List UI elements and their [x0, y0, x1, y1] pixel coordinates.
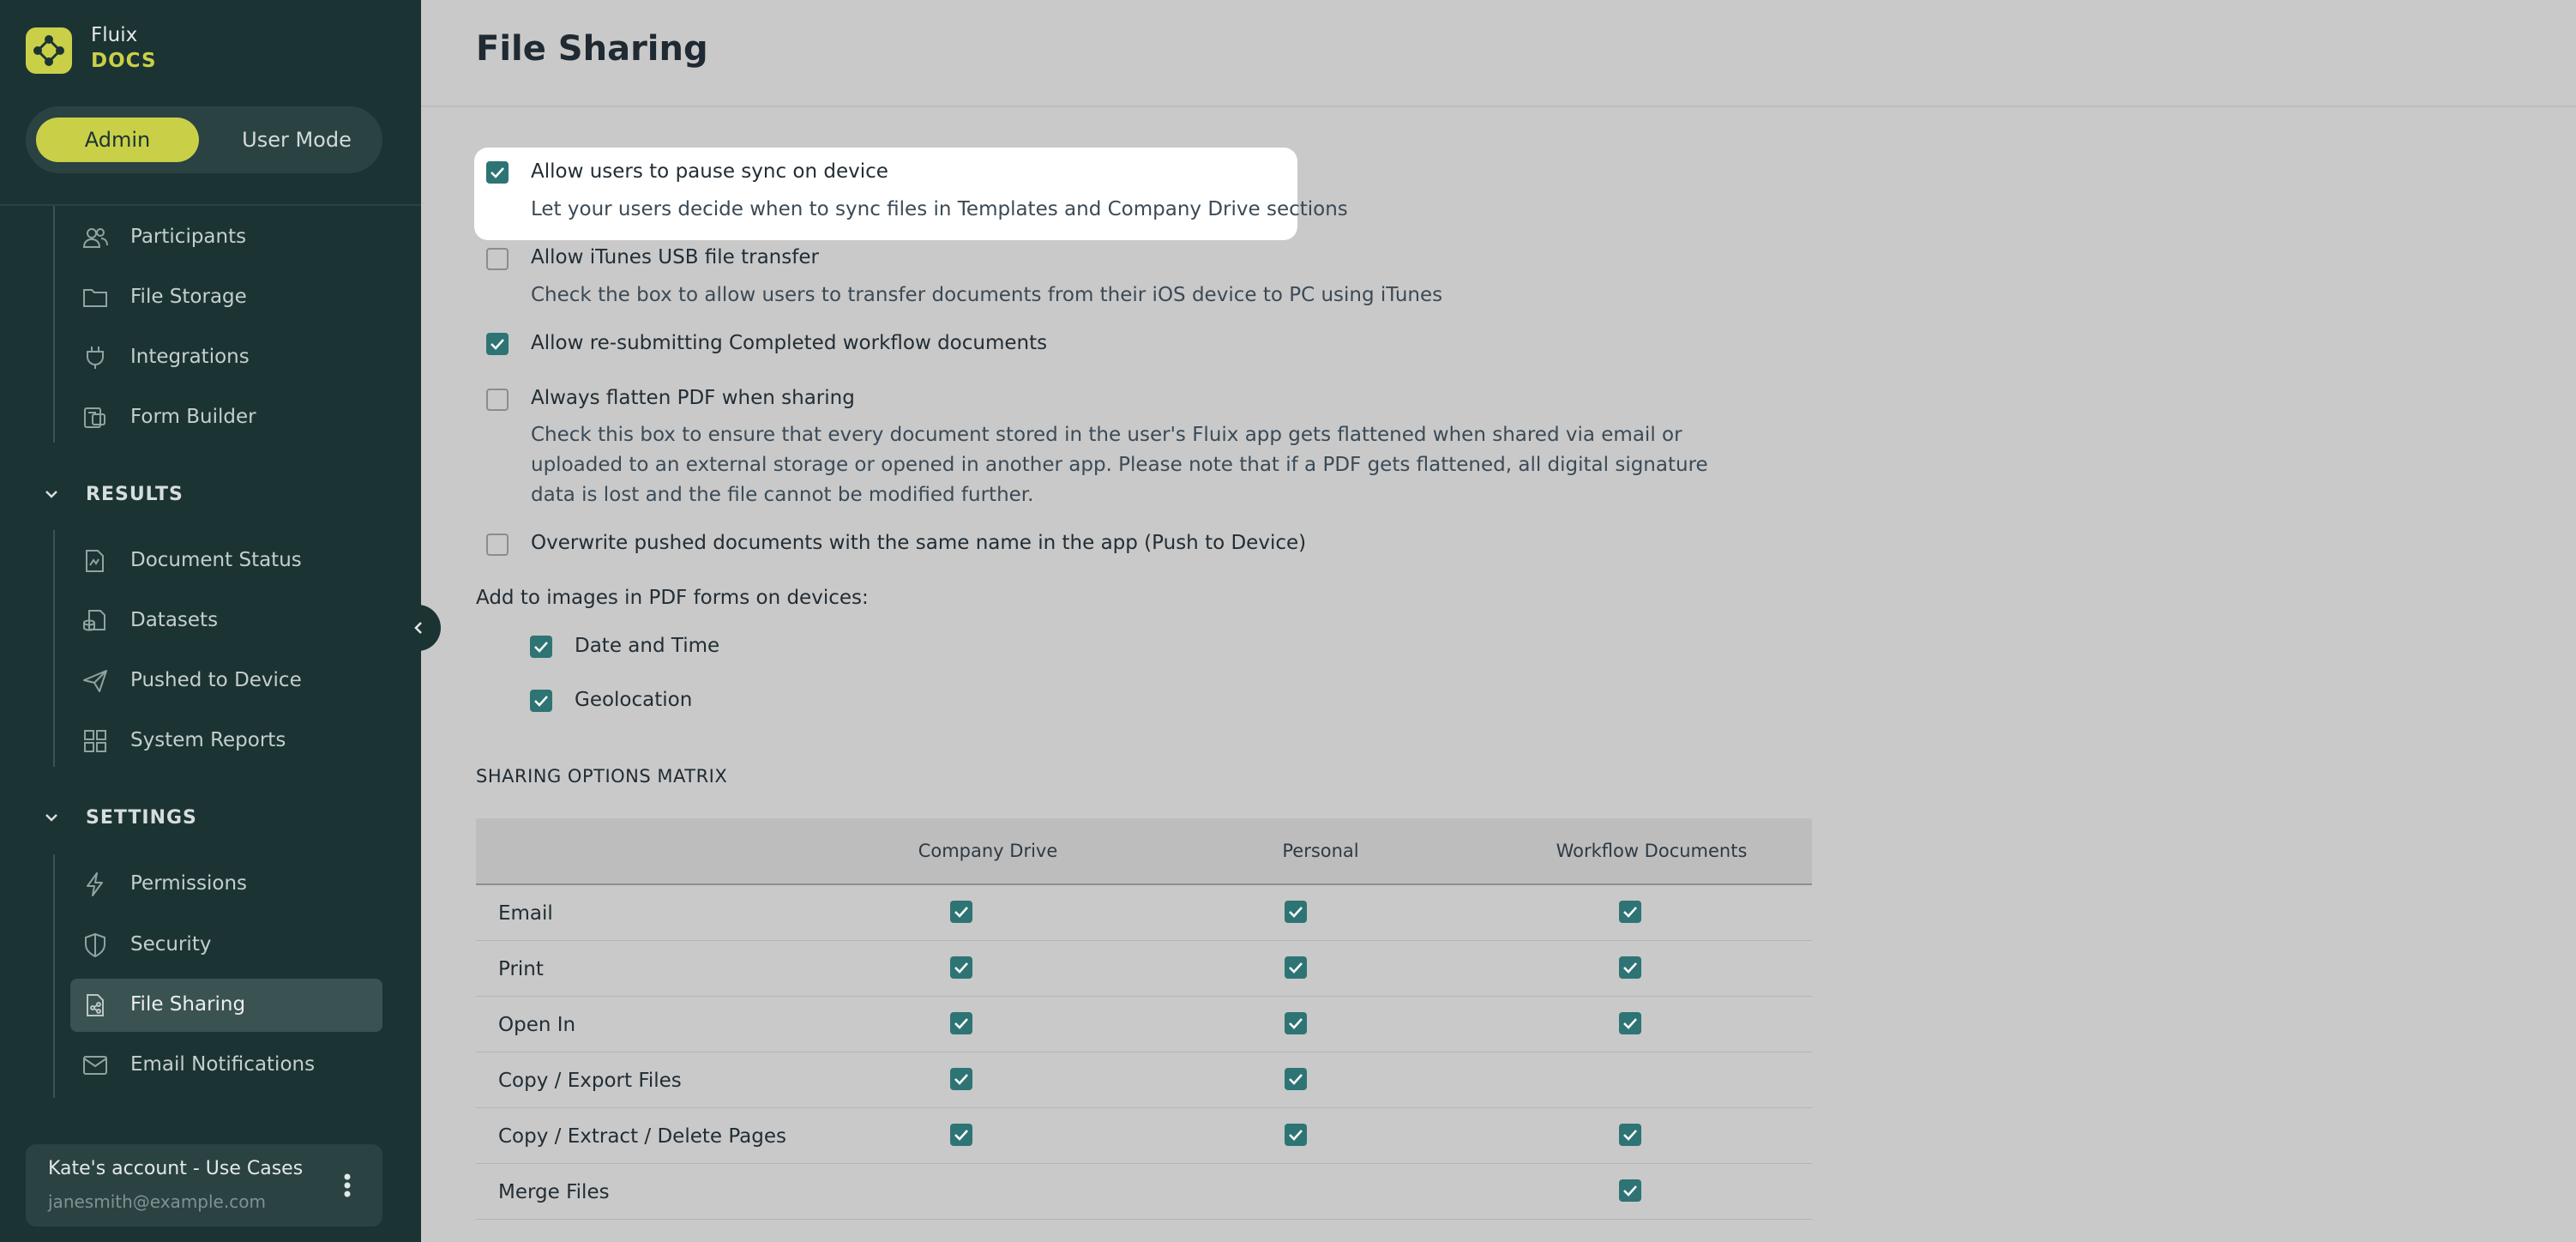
itunes-transfer-label: Allow iTunes USB file transfer — [531, 246, 819, 268]
check-icon — [1288, 1016, 1303, 1030]
matrix-checkbox[interactable] — [1285, 901, 1307, 923]
grid-icon — [82, 729, 108, 753]
check-icon — [1622, 1128, 1638, 1142]
geolocation-label: Geolocation — [575, 689, 693, 711]
row-label: Print — [498, 958, 544, 980]
sidebar-item-integrations[interactable] — [70, 331, 382, 384]
matrix-checkbox[interactable] — [950, 956, 972, 979]
mode-toggle — [26, 106, 382, 173]
geolocation-checkbox[interactable] — [530, 690, 552, 712]
envelope-icon — [82, 1053, 108, 1077]
user-mode-button[interactable]: User Mode — [242, 128, 352, 152]
title-divider — [421, 106, 2576, 107]
chevron-down-icon — [43, 809, 60, 826]
sidebar-item-label: Participants — [130, 226, 247, 248]
sidebar-item-file-storage[interactable] — [70, 271, 382, 324]
sidebar — [0, 0, 421, 1242]
matrix-checkbox[interactable] — [1619, 956, 1641, 979]
check-icon — [1622, 1016, 1638, 1030]
check-icon — [954, 905, 969, 919]
row-label: Merge Files — [498, 1181, 610, 1203]
check-icon — [490, 166, 505, 179]
check-icon — [1622, 905, 1638, 919]
check-icon — [1288, 961, 1303, 974]
sidebar-item-label: System Reports — [130, 729, 286, 751]
row-label: Copy / Export Files — [498, 1070, 682, 1092]
table-row — [476, 885, 1812, 941]
flatten-pdf-description: Check this box to ensure that every document stored in the user's Fluix app gets flattened when shared via email or uploaded to an external storage or opened in another app. Please note that if a PDF gets flattened, all digital signature data is lost and the file cannot be modified further. — [531, 424, 1708, 506]
nav-group-line — [53, 854, 55, 1098]
check-icon — [1288, 905, 1303, 919]
matrix-checkbox[interactable] — [1285, 1124, 1307, 1146]
pause-sync-checkbox[interactable] — [486, 161, 509, 184]
page-title: File Sharing — [476, 29, 708, 69]
account-name: Kate's account - Use Cases — [48, 1158, 304, 1179]
matrix-checkbox[interactable] — [950, 1179, 972, 1202]
sidebar-item-label: Pushed to Device — [130, 669, 302, 691]
matrix-checkbox[interactable] — [1285, 1179, 1307, 1202]
check-icon — [1288, 1128, 1303, 1142]
chevron-down-icon — [43, 485, 60, 503]
row-label: Copy / Extract / Delete Pages — [498, 1125, 787, 1148]
sidebar-item-pushed-to-device[interactable] — [70, 654, 382, 708]
table-row — [476, 941, 1812, 997]
main-content — [421, 0, 2576, 1242]
resubmit-completed-checkbox[interactable] — [486, 333, 509, 355]
itunes-transfer-checkbox[interactable] — [486, 248, 509, 270]
sidebar-item-system-reports[interactable] — [70, 714, 382, 768]
nav-group-line — [53, 530, 55, 767]
overwrite-pushed-checkbox[interactable] — [486, 534, 509, 556]
sidebar-item-security[interactable] — [70, 919, 382, 972]
shield-icon — [82, 933, 108, 957]
results-section-label: RESULTS — [86, 484, 184, 505]
matrix-checkbox[interactable] — [1619, 901, 1641, 923]
matrix-checkbox[interactable] — [950, 1068, 972, 1090]
sidebar-item-datasets[interactable] — [70, 594, 382, 648]
table-row — [476, 1164, 1812, 1220]
resubmit-completed-label: Allow re-submitting Completed workflow documents — [531, 332, 1048, 354]
column-header: Workflow Documents — [1556, 841, 1748, 861]
sidebar-item-label: Datasets — [130, 609, 219, 631]
matrix-checkbox[interactable] — [950, 1124, 972, 1146]
sidebar-item-label: Email Notifications — [130, 1053, 316, 1076]
sidebar-item-label: File Storage — [130, 286, 247, 308]
matrix-checkbox[interactable] — [1285, 1068, 1307, 1090]
sidebar-item-label: Integrations — [130, 346, 250, 368]
flatten-pdf-label: Always flatten PDF when sharing — [531, 387, 855, 409]
itunes-transfer-description: Check the box to allow users to transfer documents from their iOS device to PC using iTunes — [531, 284, 1443, 306]
sidebar-item-label: Permissions — [130, 872, 248, 895]
check-icon — [954, 1128, 969, 1142]
table-row — [476, 1108, 1812, 1164]
sidebar-item-label: Document Status — [130, 549, 302, 571]
sidebar-item-document-status[interactable] — [70, 534, 382, 588]
overwrite-pushed-label: Overwrite pushed documents with the same name in the app (Push to Device) — [531, 532, 1307, 554]
check-icon — [954, 1072, 969, 1086]
matrix-header — [476, 818, 1812, 885]
images-options-label: Add to images in PDF forms on devices: — [476, 587, 869, 609]
table-row — [476, 1052, 1812, 1108]
table-row — [476, 997, 1812, 1052]
send-icon — [82, 669, 108, 693]
check-icon — [1288, 1072, 1303, 1086]
sidebar-item-file-sharing[interactable] — [70, 979, 382, 1032]
column-header: Company Drive — [918, 841, 1058, 861]
pause-sync-description: Let your users decide when to sync files in Templates and Company Drive sections — [531, 198, 1348, 220]
lightning-icon — [82, 872, 108, 896]
matrix-checkbox[interactable] — [1285, 956, 1307, 979]
matrix-checkbox[interactable] — [1619, 1179, 1641, 1202]
matrix-checkbox[interactable] — [1619, 1124, 1641, 1146]
sidebar-item-participants[interactable] — [70, 211, 382, 264]
plug-icon — [82, 346, 108, 370]
matrix-checkbox[interactable] — [1619, 1068, 1641, 1090]
check-icon — [954, 1016, 969, 1030]
matrix-checkbox[interactable] — [950, 901, 972, 923]
column-header: Personal — [1282, 841, 1359, 861]
row-label: Email — [498, 902, 553, 925]
check-icon — [1622, 961, 1638, 974]
sidebar-item-label: Form Builder — [130, 406, 256, 428]
brand-subtitle: DOCS — [91, 50, 157, 72]
sidebar-item-label: Security — [130, 933, 212, 956]
brand-name: Fluix — [91, 24, 138, 46]
file-share-icon — [82, 993, 108, 1017]
form-builder-icon — [82, 406, 108, 430]
sidebar-divider — [0, 204, 421, 206]
check-icon — [533, 694, 549, 708]
check-icon — [490, 337, 505, 351]
matrix-checkbox[interactable] — [1619, 1012, 1641, 1034]
sidebar-item-permissions[interactable] — [70, 858, 382, 911]
check-icon — [533, 640, 549, 654]
check-icon — [954, 961, 969, 974]
check-icon — [1622, 1184, 1638, 1197]
matrix-checkbox[interactable] — [1285, 1012, 1307, 1034]
settings-section-label: SETTINGS — [86, 807, 197, 829]
sidebar-item-label: File Sharing — [130, 993, 246, 1016]
account-email: janesmith@example.com — [48, 1191, 266, 1212]
nav-group-line — [53, 206, 55, 443]
sidebar-item-form-builder[interactable] — [70, 391, 382, 444]
document-status-icon — [82, 549, 108, 573]
account-card[interactable] — [26, 1144, 382, 1227]
admin-mode-button[interactable]: Admin — [36, 118, 199, 162]
flatten-pdf-checkbox[interactable] — [486, 389, 509, 411]
participants-icon — [82, 226, 108, 250]
date-time-checkbox[interactable] — [530, 636, 552, 658]
row-label: Open In — [498, 1014, 576, 1036]
datasets-icon — [82, 609, 108, 633]
pause-sync-label: Allow users to pause sync on device — [531, 160, 888, 183]
matrix-checkbox[interactable] — [950, 1012, 972, 1034]
folder-icon — [82, 286, 108, 310]
fluix-logo-icon[interactable] — [26, 27, 72, 74]
more-vertical-icon[interactable] — [334, 1167, 360, 1204]
matrix-title: SHARING OPTIONS MATRIX — [476, 766, 728, 787]
sidebar-item-email-notifications[interactable] — [70, 1039, 382, 1092]
date-time-label: Date and Time — [575, 635, 720, 657]
